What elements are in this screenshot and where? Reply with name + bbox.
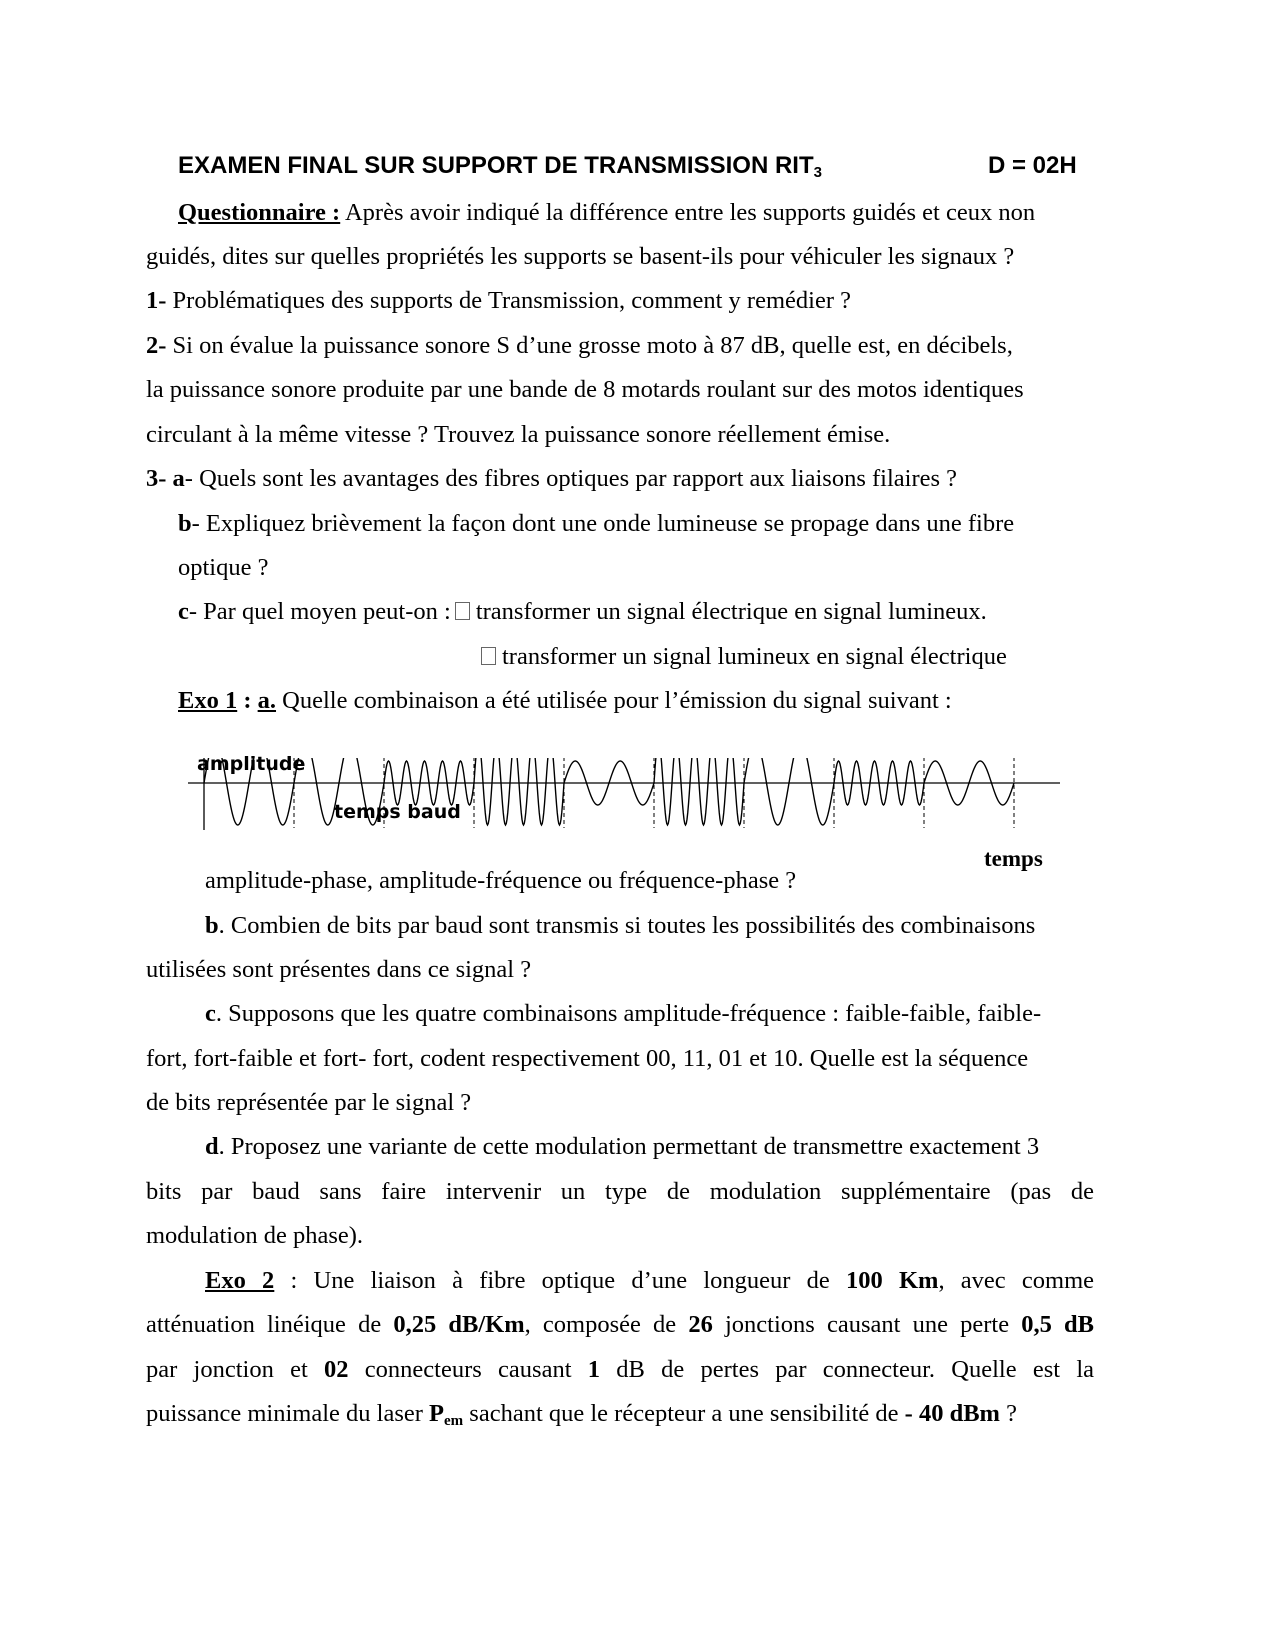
exo1-d-line-2: bits par baud sans faire intervenir un type de modulation supplémentaire (pas de bbox=[146, 1178, 1094, 1205]
exo2-text-6: par jonction et bbox=[146, 1356, 325, 1383]
exo2-text-10: sachant que le récepteur a une sensibilité de bbox=[463, 1400, 905, 1427]
exo1-label: Exo 1 bbox=[178, 687, 238, 714]
question-3c-line-1 bbox=[178, 589, 987, 635]
signal-baud-4 bbox=[474, 758, 564, 825]
question-2-line-2: la puissance sonore produite par une bande de 8 motards roulant sur des motos identiques bbox=[146, 376, 1024, 403]
question-2-text-1: Si on évalue la puissance sonore S d’une grosse moto à 87 dB, quelle est, en décibels, bbox=[166, 332, 1013, 359]
question-3b-text-1: - Expliquez brièvement la façon dont une onde lumineuse se propage dans une fibre bbox=[191, 510, 1015, 537]
exo1-b-line-2: utilisées sont présentes dans ce signal ? bbox=[146, 956, 532, 983]
exam-title-subscript: 3 bbox=[813, 164, 822, 181]
exo2-line-2 bbox=[146, 1302, 1094, 1348]
exo1-a-label: a. bbox=[257, 687, 277, 714]
exo2-text-8: dB de pertes par connecteur. Quelle est la bbox=[600, 1356, 1094, 1383]
exo2-text-3: atténuation linéique de bbox=[146, 1311, 394, 1338]
question-3c-option-1: transformer un signal électrique en signal lumineux. bbox=[475, 598, 987, 625]
questionnaire-text-1: Après avoir indiqué la différence entre les supports guidés et ceux non bbox=[340, 199, 1036, 226]
question-3-number: 3- bbox=[146, 465, 167, 492]
signal-baud-7 bbox=[744, 758, 834, 825]
exo2-connector-count: 02 bbox=[324, 1356, 349, 1383]
amplitude-axis-label: amplitude bbox=[197, 753, 306, 775]
exo1-d-text-1: . Proposez une variante de cette modulation permettant de transmettre exactement 3 bbox=[218, 1133, 1040, 1160]
exo2-text-4: , composée de bbox=[524, 1311, 689, 1338]
exo1-c-text-1: . Supposons que les quatre combinaisons amplitude-fréquence : faible-faible, faible- bbox=[215, 1000, 1042, 1027]
exo1-heading bbox=[178, 678, 952, 724]
exo1-separator: : bbox=[237, 687, 258, 714]
question-3a-label: a bbox=[172, 465, 185, 492]
exo1-a-text: Quelle combinaison a été utilisée pour l’émission du signal suivant : bbox=[276, 687, 952, 714]
exo2-length: 100 Km bbox=[846, 1267, 939, 1294]
exo1-c-label: c bbox=[205, 1000, 216, 1027]
checkbox-option-2-icon bbox=[481, 647, 496, 665]
exam-heading bbox=[178, 148, 1118, 184]
exo2-text-7: connecteurs causant bbox=[348, 1356, 588, 1383]
question-3b-line-1 bbox=[178, 501, 1014, 547]
exo2-label: Exo 2 bbox=[205, 1267, 275, 1294]
exo2-text-2: , avec comme bbox=[938, 1267, 1095, 1294]
exo2-junction-count: 26 bbox=[688, 1311, 713, 1338]
question-3c-option-2: transformer un signal lumineux en signal électrique bbox=[502, 643, 1007, 670]
exo1-d-line-3: modulation de phase). bbox=[146, 1222, 364, 1249]
question-2-number: 2- bbox=[146, 332, 167, 359]
checkbox-option-1-icon bbox=[455, 602, 470, 620]
question-3c-line-2 bbox=[477, 634, 1007, 680]
exo2-connector-loss: 1 bbox=[587, 1356, 601, 1383]
exo2-junction-loss: 0,5 dB bbox=[1021, 1311, 1094, 1338]
baud-duration-label: temps baud bbox=[334, 801, 461, 823]
exo2-text-5: jonctions causant une perte bbox=[712, 1311, 1022, 1338]
exo2-sensitivity: - 40 dBm bbox=[904, 1400, 1000, 1427]
questionnaire-line-2: guidés, dites sur quelles propriétés les supports se basent-ils pour véhiculer les signaux ? bbox=[146, 243, 1015, 270]
exo2-line-3 bbox=[146, 1347, 1094, 1393]
time-axis-label: temps bbox=[984, 846, 1043, 871]
exo2-attenuation: 0,25 dB/Km bbox=[393, 1311, 525, 1338]
exam-title bbox=[178, 152, 822, 181]
question-3b-line-2: optique ? bbox=[178, 554, 269, 581]
exo1-c-line-1 bbox=[205, 991, 1041, 1037]
exo1-b-line-1 bbox=[205, 903, 1035, 949]
question-3c-label: c bbox=[178, 598, 189, 625]
exo1-d-label: d bbox=[205, 1133, 219, 1160]
exo2-text-1: : Une liaison à fibre optique d’une longueur de bbox=[274, 1267, 847, 1294]
question-1 bbox=[146, 278, 851, 324]
questionnaire-line-1 bbox=[178, 190, 1035, 236]
question-2-line-1 bbox=[146, 323, 1013, 369]
question-3b-label: b bbox=[178, 510, 192, 537]
signal-baud-6 bbox=[654, 758, 744, 825]
exo1-d-line-1 bbox=[205, 1124, 1039, 1170]
exo1-choices: amplitude-phase, amplitude-fréquence ou fréquence-phase ? bbox=[205, 867, 797, 894]
exo2-text-9: puissance minimale du laser bbox=[146, 1400, 430, 1427]
question-1-number: 1- bbox=[146, 287, 167, 314]
exo2-text-11: ? bbox=[999, 1400, 1017, 1427]
exo2-line-1 bbox=[205, 1258, 1094, 1304]
questionnaire-label: Questionnaire : bbox=[178, 199, 341, 226]
exam-duration: D = 02H bbox=[988, 152, 1077, 179]
exo2-power-symbol: P bbox=[429, 1400, 444, 1427]
question-3a-text: - Quels sont les avantages des fibres optiques par rapport aux liaisons filaires ? bbox=[184, 465, 958, 492]
question-1-text: Problématiques des supports de Transmission, comment y remédier ? bbox=[166, 287, 851, 314]
exo1-b-text-1: . Combien de bits par baud sont transmis si toutes les possibilités des combinaisons bbox=[218, 912, 1036, 939]
question-2-line-3: circulant à la même vitesse ? Trouvez la puissance sonore réellement émise. bbox=[146, 421, 891, 448]
question-3c-text: - Par quel moyen peut-on : bbox=[188, 598, 451, 625]
question-3a bbox=[146, 456, 957, 502]
exo1-c-line-2: fort, fort-faible et fort- fort, codent respectivement 00, 11, 01 et 10. Quelle est la séquence bbox=[146, 1045, 1029, 1072]
exam-title-text: EXAMEN FINAL SUR SUPPORT DE TRANSMISSION RIT bbox=[178, 152, 814, 179]
exo2-line-4 bbox=[146, 1391, 1017, 1444]
exo1-b-label: b bbox=[205, 912, 219, 939]
exo1-c-line-3: de bits représentée par le signal ? bbox=[146, 1089, 472, 1116]
exo2-power-subscript: em bbox=[444, 1413, 464, 1429]
